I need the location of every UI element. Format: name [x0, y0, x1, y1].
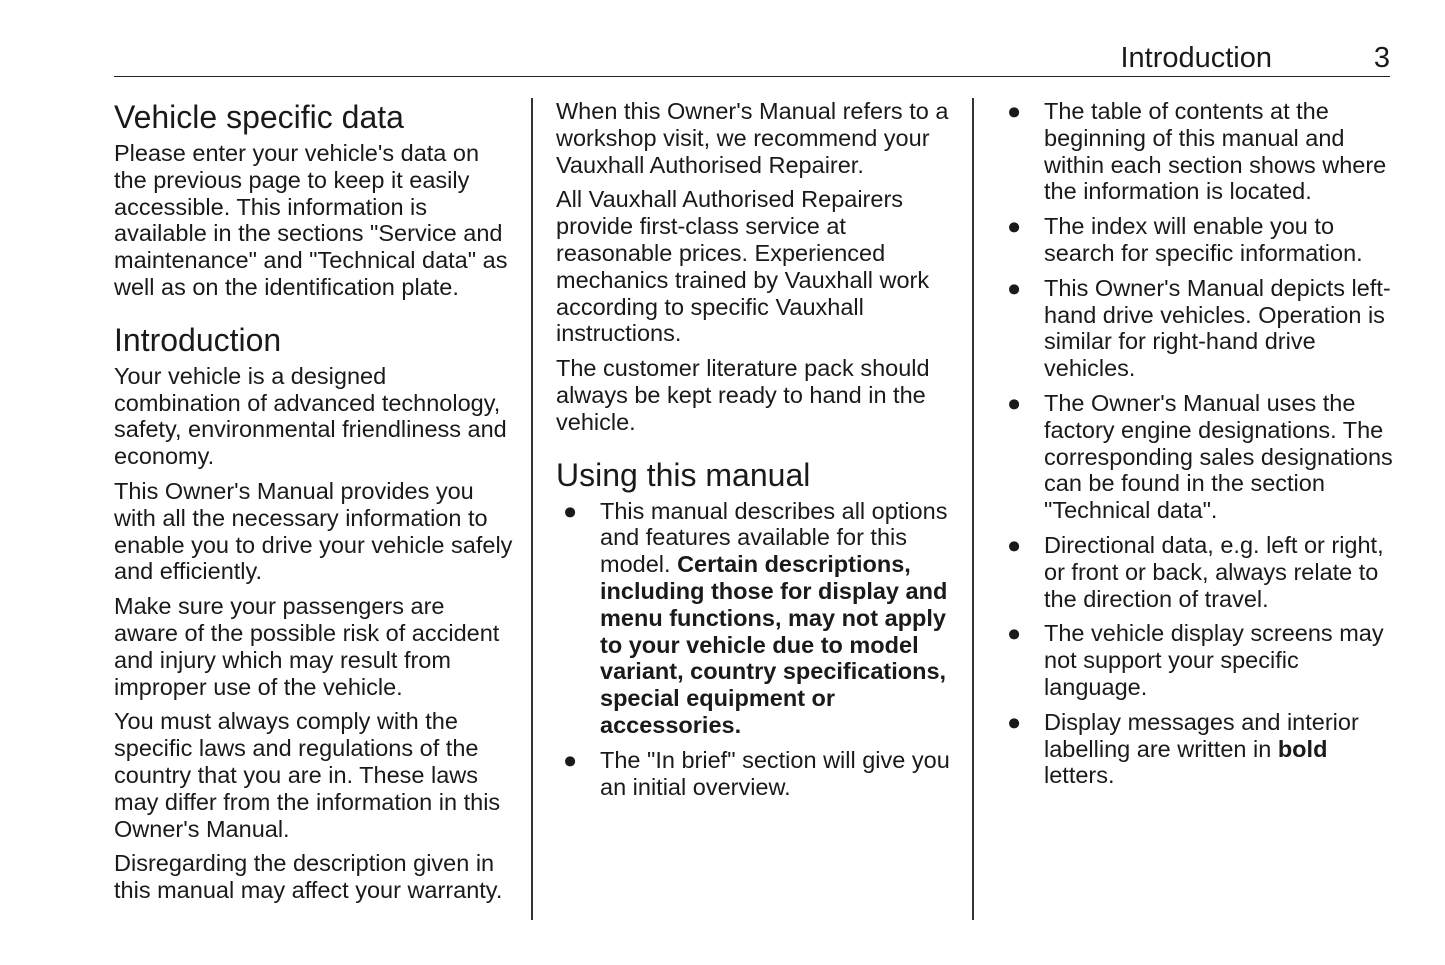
page-number: 3 — [1373, 42, 1390, 74]
list-item: ● The vehicle display screens may not support your specific language. — [1007, 620, 1384, 700]
bullet-icon: ● — [563, 746, 578, 773]
bullet-icon: ● — [1007, 98, 1022, 124]
paragraph: All Vauxhall Authorised Repairers provide first-class service at reasonable prices. Experienced mechanics trained by Vauxhall work according to specific Vauxhall instructions. — [556, 186, 930, 347]
bullet-icon: ● — [1007, 213, 1022, 240]
paragraph: Disregarding the description given in this manual may affect your warranty. — [114, 850, 503, 904]
column-divider — [531, 98, 533, 920]
heading-vehicle-specific-data: Vehicle specific data — [114, 99, 404, 135]
paragraph: The customer literature pack should always be kept ready to hand in the vehicle. — [556, 355, 930, 435]
column-1 — [114, 98, 514, 912]
bullet-icon: ● — [1007, 531, 1022, 558]
paragraph: Please enter your vehicle's data on the previous page to keep it easily accessible. This information is available in the sections "Service and maintenance" and "Technical data" as well as on the identification plate. — [114, 140, 508, 300]
section-title: Introduction — [1120, 42, 1272, 74]
bullet-icon: ● — [1007, 620, 1022, 647]
paragraph: This Owner's Manual provides you with all the necessary information to enable you to drive your vehicle safely and efficiently. — [114, 477, 513, 585]
paragraph: You must always comply with the specific laws and regulations of the country that you are in. These laws may differ from the information in this Owner's Manual. — [114, 708, 501, 842]
bullet-icon: ● — [1007, 708, 1022, 735]
bullet-icon: ● — [1007, 389, 1022, 416]
list-item: ● The table of contents at the beginning of this manual and within each section shows where the information is located. — [1007, 98, 1387, 205]
list-item: ● This Owner's Manual depicts left-hand drive vehicles. Operation is similar for right-hand drive vehicles. — [1007, 274, 1391, 382]
paragraph: Make sure your passengers are aware of the possible risk of accident and injury which may result from improper use of the vehicle. — [114, 593, 500, 700]
page-header — [114, 40, 1390, 77]
heading-introduction: Introduction — [114, 321, 282, 358]
bullet-list — [556, 498, 956, 801]
column-3 — [1000, 98, 1395, 797]
column-divider — [972, 98, 974, 920]
list-item: ● The index will enable you to search for specific information. — [1007, 213, 1363, 266]
list-item: ● Display messages and interior labelling are written in bold letters. — [1007, 708, 1359, 789]
paragraph: When this Owner's Manual refers to a workshop visit, we recommend your Vauxhall Authorised Repairer. — [556, 98, 949, 178]
list-item: ● The Owner's Manual uses the factory engine designations. The corresponding sales designations can be found in the section "Technical data". — [1007, 389, 1393, 524]
list-item: ● Directional data, e.g. left or right, or front or back, always relate to the direction of travel. — [1007, 531, 1384, 612]
column-2 — [556, 98, 956, 808]
paragraph: Your vehicle is a designed combination of advanced technology, safety, environmental friendliness and economy. — [114, 362, 507, 470]
heading-using-this-manual: Using this manual — [556, 456, 811, 493]
bullet-icon: ● — [1007, 274, 1022, 301]
bullet-list — [1000, 98, 1395, 789]
bullet-icon: ● — [563, 497, 578, 524]
list-item: ● The "In brief" section will give you an initial overview. — [563, 746, 950, 800]
list-item: ● This manual describes all options and features available for this model. Certain descriptions, including those for display and menu functions, may not apply to your vehicle due to model variant, country specifications, special equipment or accessories. — [563, 497, 948, 738]
